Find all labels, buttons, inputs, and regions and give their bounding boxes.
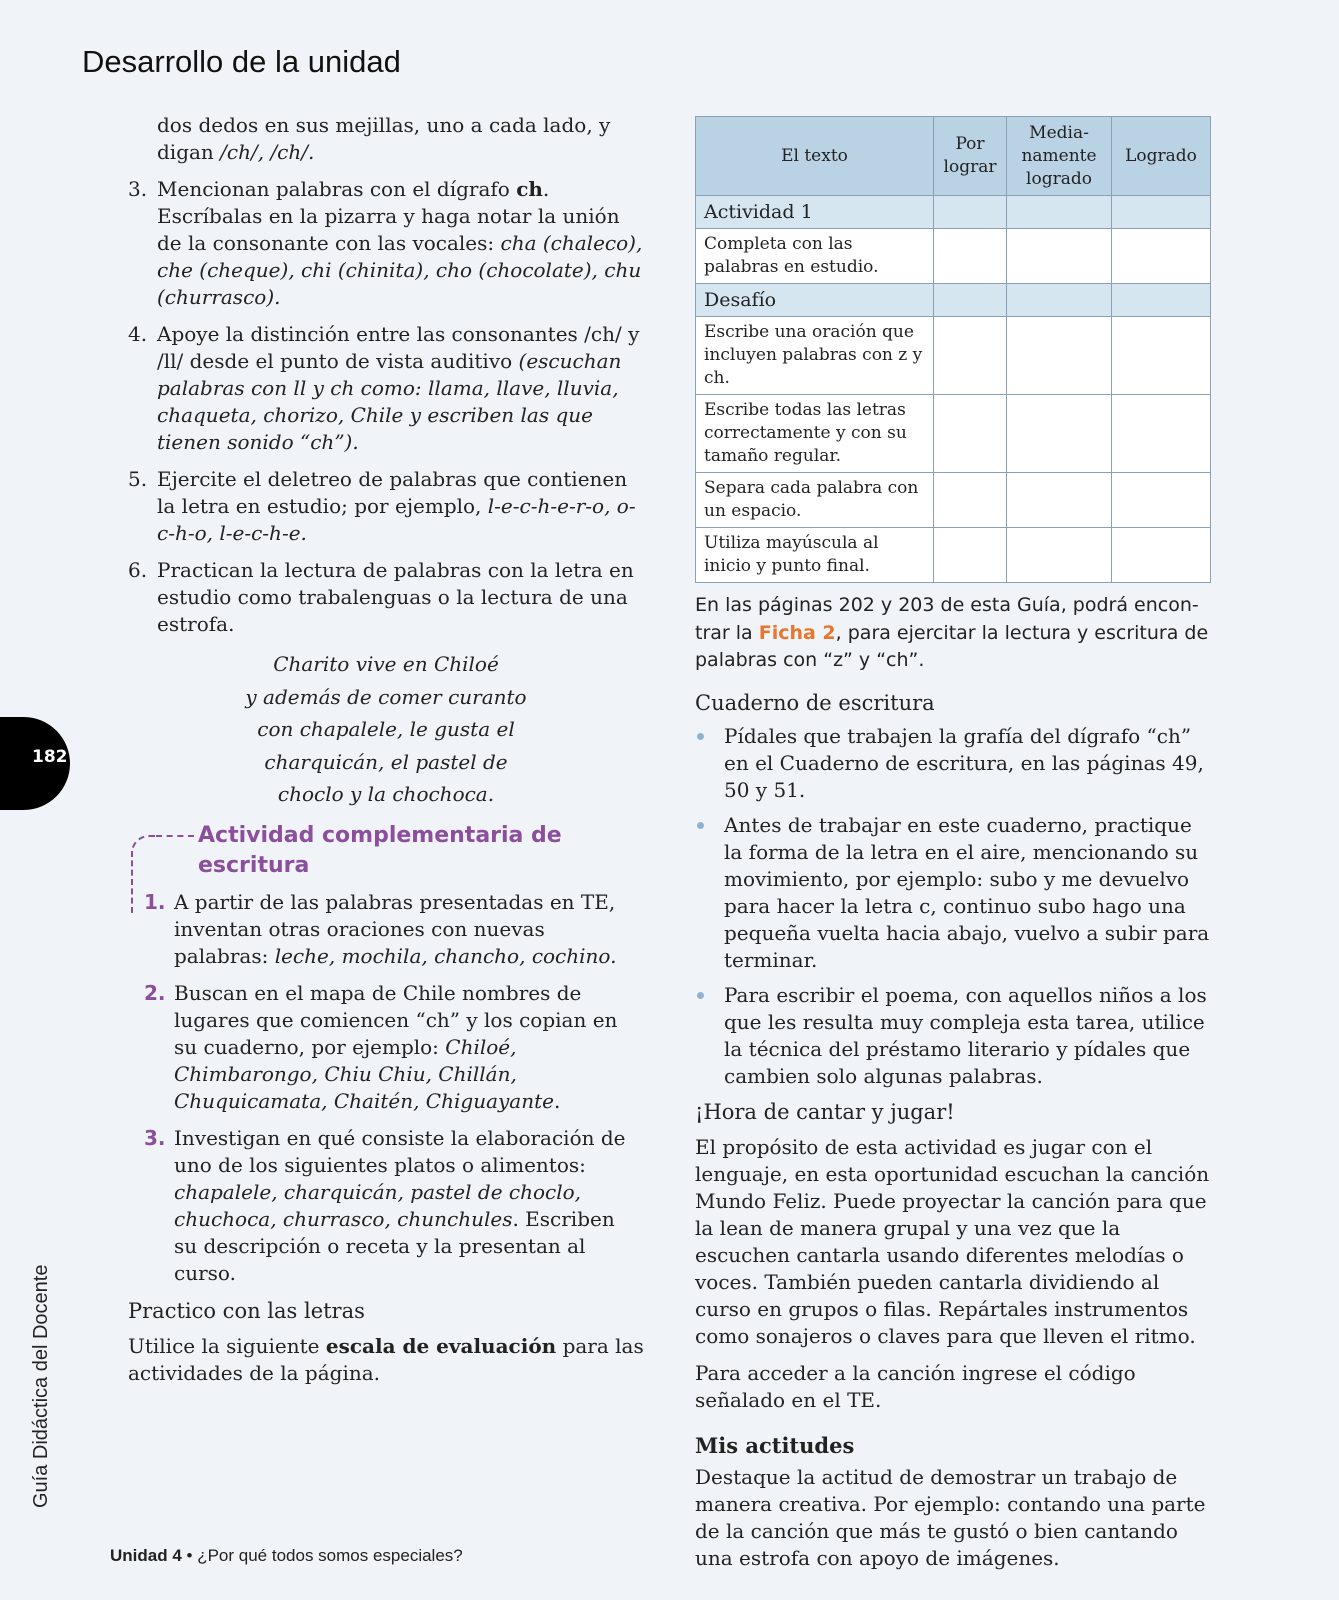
ficha-link[interactable]: Ficha 2 [758, 621, 836, 644]
list-item: 6. Practican la lectura de palabras con la letra en estudio como trabalenguas o la lectura de una estrofa. [128, 558, 634, 636]
table-section-row [696, 284, 1211, 317]
criterion-cell: Escribe todas las letras correctamente y con su tamaño regular. [696, 395, 934, 473]
criterion-cell: Actividad 1 [696, 196, 934, 229]
criterion-cell: Completa con las palabras en estudio. [696, 229, 934, 284]
rating-cell [1007, 229, 1112, 284]
list-item-number: 6. [128, 558, 148, 582]
header-cell-logrado: Logrado [1112, 117, 1211, 196]
poem [128, 648, 644, 811]
criterion-cell: Utiliza mayúscula al inicio y punto final. [696, 528, 934, 583]
rating-cell [1112, 284, 1211, 317]
table-row [696, 317, 1211, 395]
complementary-activity [128, 821, 644, 1287]
rating-cell [934, 196, 1007, 229]
bullet-dot-icon [697, 992, 704, 999]
list-item: 4. Apoye la distinción entre las consonantes /ch/ y /ll/ desde el punto de vista auditivo (escuchan palabras con ll y ch como: llama, llave, lluvia, chaqueta, chorizo, Chile y escriben las que tienen sonido “ch”). [128, 322, 640, 454]
list-item-number: 5. [128, 467, 148, 491]
rating-cell [934, 395, 1007, 473]
activity-item: 1. A partir de las palabras presentadas en TE, inventan otras oraciones con nuevas palabras: leche, mochila, chancho, cochino. [144, 889, 617, 968]
rating-cell [1112, 229, 1211, 284]
bullet-item: Pídales que trabajen la grafía del dígrafo “ch” en el Cuaderno de escritura, en las páginas 49, 50 y 51. [695, 723, 1211, 804]
page-header-title: Desarrollo de la unidad [82, 44, 401, 79]
poem-line: charquicán, el pastel de [264, 749, 508, 774]
table-row [696, 473, 1211, 528]
list-item-number: 3. [128, 177, 148, 201]
activity-item-number: 3. [144, 1125, 166, 1150]
poem-line: Charito vive en Chiloé [273, 652, 499, 676]
numbered-list [128, 176, 644, 638]
rating-cell [934, 284, 1007, 317]
right-column [695, 116, 1211, 1572]
cuaderno-bullets [695, 723, 1211, 1090]
hora-paragraph-1: El propósito de esta actividad es jugar con el lenguaje, en esta oportunidad escuchan la canción Mundo Feliz. Puede proyectar la canción para que la lean de manera grupal y una vez que la escuchen cantarla usando diferentes melodías o voces. También pueden cantarla dividiendo al curso en grupos o filas. Repártales instrumentos como sonajeros o claves para que lleven el ritmo. [695, 1134, 1210, 1348]
poem-line: con chapalele, le gusta el [257, 717, 515, 741]
actitudes-title: Mis actitudes [695, 1432, 855, 1458]
activity-list [128, 889, 644, 1287]
rating-cell [1112, 528, 1211, 583]
rating-cell [934, 528, 1007, 583]
rating-cell [1007, 284, 1112, 317]
bullet-item: Para escribir el poema, con aquellos niños a los que les resulta muy compleja esta tarea, utilice la técnica del préstamo literario y pídales que cambien solo algunas palabras. [695, 982, 1211, 1090]
activity-item: 3. Investigan en qué consiste la elaboración de uno de los siguientes platos o alimentos: chapalele, charquicán, pastel de choclo, chuchoca, churrasco, chunchules. Escriben su descripción o receta y la presentan al curso. [144, 1125, 626, 1285]
rating-cell [934, 229, 1007, 284]
rating-cell [934, 473, 1007, 528]
criterion-cell: Desafío [696, 284, 934, 317]
footer-title: ¿Por qué todos somos especiales? [197, 1546, 463, 1565]
poem-line: y además de comer curanto [245, 684, 527, 709]
rating-cell [1112, 395, 1211, 473]
ficha-note: En las páginas 202 y 203 de esta Guía, podrá encontrar la Ficha 2, para ejercitar la lectura y escritura de palabras con “z” y “ch”. [695, 594, 1209, 671]
rating-cell [1007, 473, 1112, 528]
rating-cell [1112, 317, 1211, 395]
rating-cell [934, 317, 1007, 395]
vertical-guide-label: Guía Didáctica del Docente [30, 1264, 52, 1508]
activity-item-number: 2. [144, 980, 166, 1005]
rating-cell [1007, 196, 1112, 229]
practico-title: Practico con las letras [128, 1298, 365, 1323]
table-row [696, 395, 1211, 473]
header-cell-medianamente: Medianamente logrado [1007, 117, 1112, 196]
cuaderno-title: Cuaderno de escritura [695, 690, 935, 715]
table-body [696, 196, 1211, 583]
page-number: 182 [32, 747, 68, 767]
table-header-row [696, 117, 1211, 196]
activity-title: Actividad complementaria de escritura [198, 822, 562, 878]
evaluation-table [695, 116, 1211, 583]
left-column [128, 112, 644, 1387]
footer: Unidad 4 • ¿Por qué todos somos especiales? [110, 1546, 463, 1565]
activity-item: 2. Buscan en el mapa de Chile nombres de lugares que comiencen “ch” y los copian en su cuaderno, por ejemplo: Chiloé, Chimbarongo, Chiu Chiu, Chillán, Chuquicamata, Chaitén, Chiguayante. [144, 980, 618, 1113]
dashed-line [156, 835, 194, 837]
bullet-dot-icon [697, 733, 704, 740]
bullet-dot-icon [697, 822, 704, 829]
criterion-cell: Separa cada palabra con un espacio. [696, 473, 934, 528]
hora-paragraph-2: Para acceder a la canción ingrese el código señalado en el TE. [695, 1360, 1136, 1412]
poem-line: choclo y la chochoca. [277, 782, 495, 806]
dashed-bracket [131, 835, 158, 855]
list-item: 3. Mencionan palabras con el dígrafo ch. Escríbalas en la pizarra y haga notar la unión de la consonante con las vocales: cha (chaleco), che (cheque), chi (chinita), cho (chocolate), chu (churrasco). [128, 177, 643, 309]
table-section-row [696, 196, 1211, 229]
table-row [696, 229, 1211, 284]
activity-item-number: 1. [144, 889, 166, 914]
rating-cell [1112, 473, 1211, 528]
table-row [696, 528, 1211, 583]
list-item-number: 4. [128, 322, 148, 346]
header-cell-por-lograr: Por lograr [934, 117, 1007, 196]
rating-cell [1007, 395, 1112, 473]
list-item: 5. Ejercite el deletreo de palabras que contienen la letra en estudio; por ejemplo, l-e-c-h-e-r-o, o-c-h-o, l-e-c-h-e. [128, 467, 636, 545]
footer-unit: Unidad 4 [110, 1546, 182, 1565]
intro-paragraph: dos dedos en sus mejillas, uno a cada lado, y digan /ch/, /ch/. [157, 113, 611, 164]
rating-cell [1007, 528, 1112, 583]
hora-title: ¡Hora de cantar y jugar! [695, 1099, 955, 1124]
actitudes-paragraph: Destaque la actitud de demostrar un trabajo de manera creativa. Por ejemplo: contando una parte de la canción que más te gustó o bien cantando una estrofa con apoyo de imágenes. [695, 1464, 1206, 1570]
bullet-item: Antes de trabajar en este cuaderno, practique la forma de la letra en el aire, mencionando su movimiento, por ejemplo: subo y me devuelvo para hacer la letra c, continuo subo hago una pequeña vuelta hacia abajo, vuelvo a subir para terminar. [695, 812, 1211, 974]
header-cell-text: El texto [696, 117, 934, 196]
rating-cell [1007, 317, 1112, 395]
practico-paragraph: Utilice la siguiente escala de evaluación para las actividades de la página. [128, 1333, 644, 1385]
criterion-cell: Escribe una oración que incluyen palabras con z y ch. [696, 317, 934, 395]
rating-cell [1112, 196, 1211, 229]
